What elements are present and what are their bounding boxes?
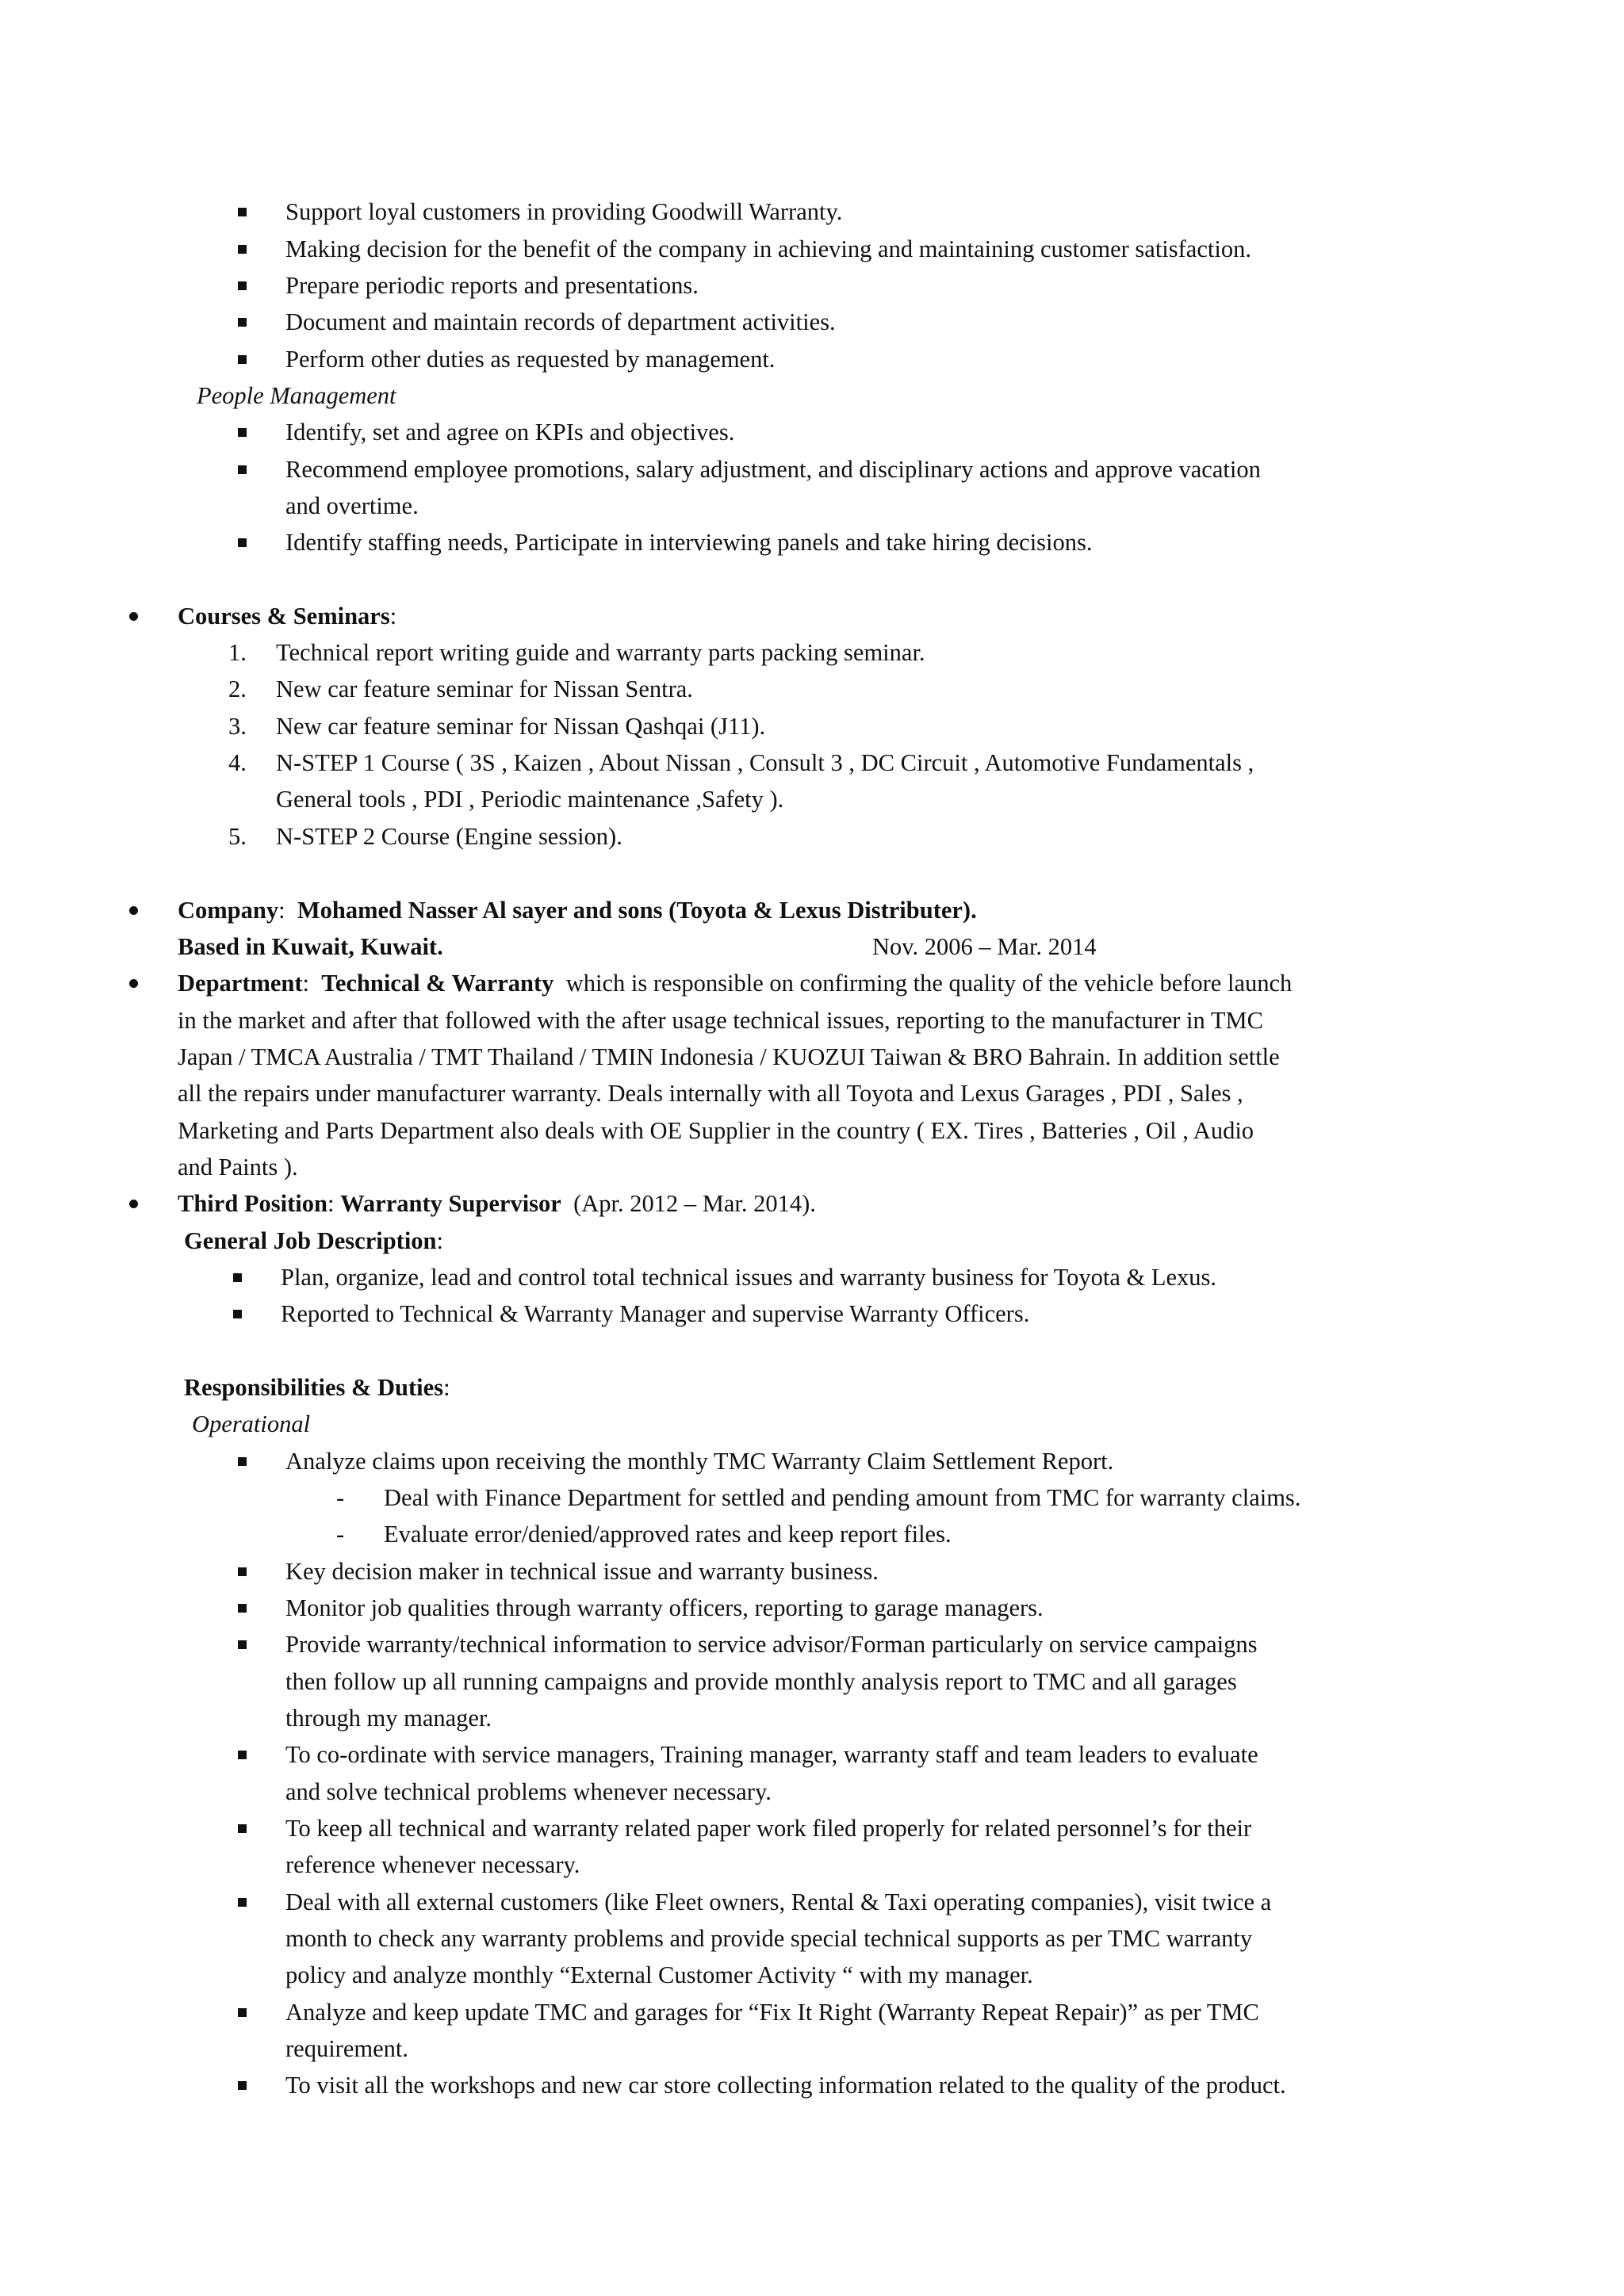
company-label: Company [178, 897, 279, 924]
course-item: N-STEP 1 Course ( 3S , Kaizen , About Nissan , Consult 3 , DC Circuit , Automotive Fundamentals , [276, 749, 1254, 776]
department-description: and Paints ). [178, 1154, 298, 1181]
operational-item-continued: then follow up all running campaigns and provide monthly analysis report to TMC and all garages [285, 1668, 1237, 1695]
operational-item: To co-ordinate with service managers, Training manager, warranty staff and team leaders to evaluate [285, 1741, 1258, 1768]
operational-item-continued: requirement. [285, 2035, 408, 2062]
square-bullet-icon [238, 208, 247, 216]
people-management-heading: People Management [197, 382, 396, 409]
operational-item: To visit all the workshops and new car store collecting information related to the quality of the product. [285, 2072, 1286, 2099]
list-number: 4. [228, 749, 247, 776]
department-description: Marketing and Parts Department also deals with OE Supplier in the country ( EX. Tires , Batteries , Oil , Audio [178, 1117, 1254, 1144]
square-bullet-icon [238, 2081, 247, 2090]
square-bullet-icon [238, 1604, 247, 1613]
responsibilities-heading: Responsibilities & Duties: [184, 1374, 450, 1401]
operational-item: Analyze and keep update TMC and garages for “Fix It Right (Warranty Repeat Repair)” as per TMC [285, 1999, 1259, 2026]
position-colon: : [327, 1190, 335, 1217]
course-item: New car feature seminar for Nissan Qashqai (J11). [276, 713, 766, 740]
square-bullet-icon [238, 538, 247, 547]
course-item: New car feature seminar for Nissan Sentra. [276, 675, 693, 702]
operational-item-continued: month to check any warranty problems and provide special technical supports as per TMC warranty [285, 1925, 1253, 1952]
square-bullet-icon [238, 1751, 247, 1759]
operational-item: Deal with all external customers (like Fleet owners, Rental & Taxi operating companies), visit twice a [285, 1888, 1272, 1915]
duty-item: Support loyal customers in providing Goodwill Warranty. [285, 198, 843, 225]
square-bullet-icon [238, 318, 247, 327]
courses-heading-colon: : [389, 603, 397, 629]
courses-heading [178, 598, 396, 634]
job-description-heading-label: General Job Description [184, 1227, 437, 1254]
operational-item-continued: and solve technical problems whenever necessary. [285, 1778, 772, 1805]
company-colon: : [278, 897, 285, 924]
department-description: which is responsible on confirming the quality of the vehicle before launch [565, 970, 1293, 997]
department-name: Technical & Warranty [321, 970, 554, 997]
position-dates: (Apr. 2012 – Mar. 2014). [573, 1190, 816, 1217]
position-title: Warranty Supervisor [340, 1190, 561, 1217]
square-bullet-icon [238, 1640, 247, 1649]
department-description: Japan / TMCA Australia / TMT Thailand / TMIN Indonesia / KUOZUI Taiwan & BRO Bahrain. In addition settle [178, 1043, 1280, 1070]
operational-item-continued: policy and analyze monthly “External Customer Activity “ with my manager. [285, 1961, 1033, 1988]
dash-bullet-icon: - [336, 1521, 345, 1548]
people-item: Recommend employee promotions, salary adjustment, and disciplinary actions and approve vacation [285, 456, 1261, 483]
square-bullet-icon [233, 1310, 242, 1318]
department-label: Department [178, 970, 303, 997]
operational-subitem: Deal with Finance Department for settled and pending amount from TMC for warranty claims. [384, 1484, 1301, 1511]
duty-item: Making decision for the benefit of the company in achieving and maintaining customer satisfaction. [285, 235, 1251, 262]
list-number: 5. [228, 823, 247, 850]
operational-item: Provide warranty/technical information to service advisor/Forman particularly on service campaigns [285, 1631, 1258, 1658]
operational-subitem: Evaluate error/denied/approved rates and keep report files. [384, 1521, 952, 1548]
square-bullet-icon [238, 1824, 247, 1833]
job-description-heading: General Job Description: [184, 1227, 444, 1254]
operational-item: Key decision maker in technical issue and warranty business. [285, 1558, 879, 1585]
course-item-continued: General tools , PDI , Periodic maintenance ,Safety ). [276, 786, 784, 813]
square-bullet-icon [233, 1273, 242, 1282]
people-item-continued: and overtime. [285, 492, 419, 519]
list-number: 1. [228, 639, 247, 666]
square-bullet-icon [238, 428, 247, 437]
duty-item: Perform other duties as requested by management. [285, 346, 776, 373]
course-item: Technical report writing guide and warranty parts packing seminar. [276, 639, 925, 666]
duty-item: Document and maintain records of department activities. [285, 308, 836, 335]
round-bullet-icon [129, 612, 138, 621]
square-bullet-icon [238, 2008, 247, 2017]
round-bullet-icon [129, 1200, 138, 1208]
dash-bullet-icon: - [336, 1484, 345, 1511]
job-description-item: Plan, organize, lead and control total technical issues and warranty business for Toyota & Lexus. [281, 1264, 1216, 1291]
square-bullet-icon [238, 1898, 247, 1907]
department-colon: : [302, 970, 310, 997]
square-bullet-icon [238, 245, 247, 254]
operational-item-continued: reference whenever necessary. [285, 1851, 580, 1878]
company-location: Based in Kuwait, Kuwait. [178, 933, 443, 960]
people-item: Identify staffing needs, Participate in interviewing panels and take hiring decisions. [285, 529, 1093, 556]
square-bullet-icon [238, 281, 247, 290]
square-bullet-icon [238, 465, 247, 474]
square-bullet-icon [238, 1567, 247, 1576]
third-position-line [178, 1185, 816, 1222]
courses-heading-label: Courses & Seminars [178, 603, 390, 629]
people-item: Identify, set and agree on KPIs and objectives. [285, 419, 735, 446]
list-number: 3. [228, 713, 247, 740]
company-name: Mohamed Nasser Al sayer and sons (Toyota & Lexus Distributer). [297, 897, 977, 924]
operational-item: To keep all technical and warranty related paper work filed properly for related personnel’s for their [285, 1815, 1252, 1842]
operational-item: Monitor job qualities through warranty officers, reporting to garage managers. [285, 1594, 1044, 1621]
company-line [178, 892, 977, 928]
company-dates: Nov. 2006 – Mar. 2014 [872, 933, 1097, 960]
department-description: in the market and after that followed with the after usage technical issues, reporting to the manufacturer in TMC [178, 1007, 1263, 1034]
job-description-item: Reported to Technical & Warranty Manager and supervise Warranty Officers. [281, 1300, 1030, 1327]
operational-item-continued: through my manager. [285, 1705, 492, 1732]
duty-item: Prepare periodic reports and presentations. [285, 272, 699, 299]
round-bullet-icon [129, 906, 138, 915]
responsibilities-heading-label: Responsibilities & Duties [184, 1374, 444, 1401]
list-number: 2. [228, 675, 247, 702]
course-item: N-STEP 2 Course (Engine session). [276, 823, 622, 850]
round-bullet-icon [129, 979, 138, 988]
operational-item: Analyze claims upon receiving the monthly TMC Warranty Claim Settlement Report. [285, 1448, 1114, 1475]
square-bullet-icon [238, 1457, 247, 1466]
department-description: all the repairs under manufacturer warranty. Deals internally with all Toyota and Lexus Garages , PDI , Sales , [178, 1080, 1243, 1107]
operational-heading: Operational [192, 1410, 311, 1437]
square-bullet-icon [238, 355, 247, 364]
department-line [178, 965, 1292, 1001]
position-label: Third Position [178, 1190, 327, 1217]
